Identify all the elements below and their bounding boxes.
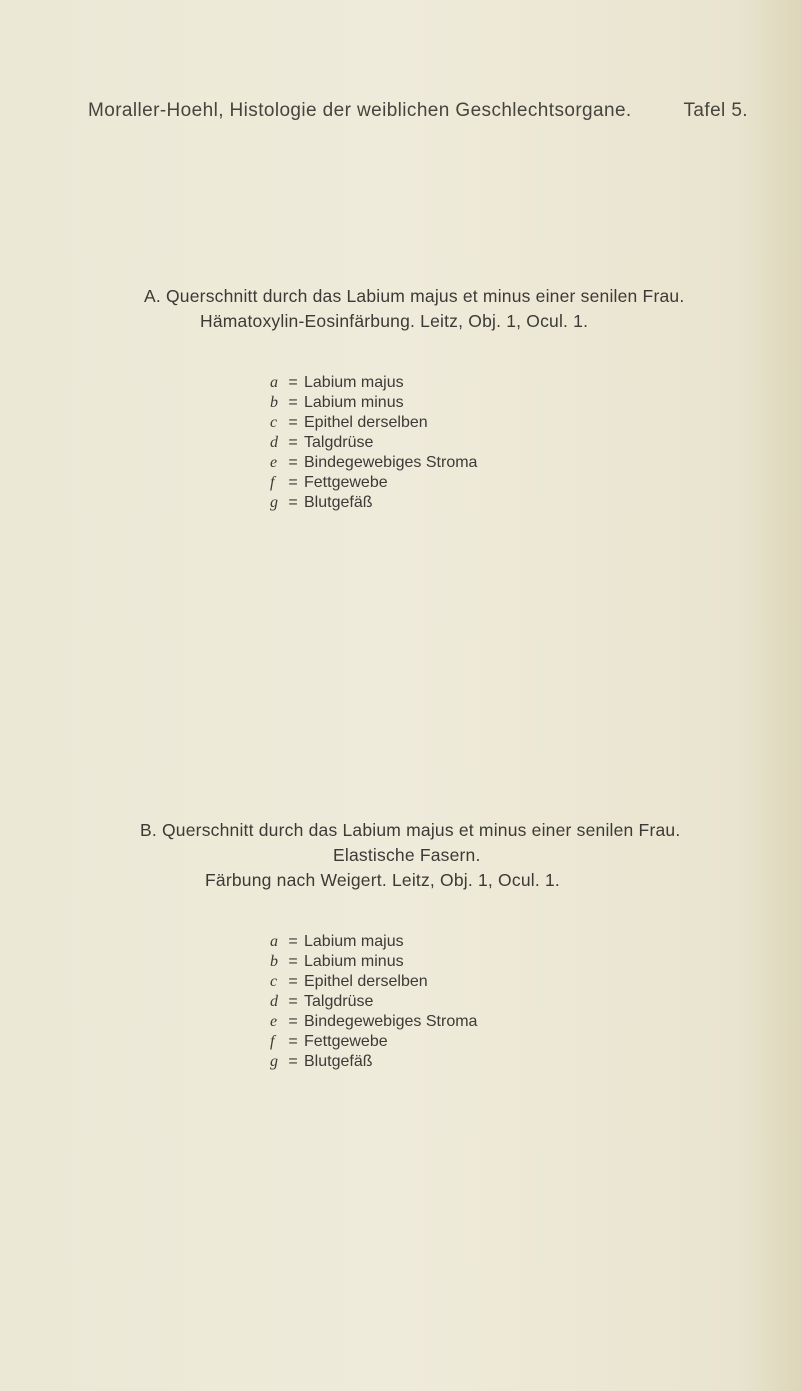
section-b-caption-line1: B. Querschnitt durch das Labium majus et minus einer senilen Frau. — [140, 820, 681, 840]
legend-equals: = — [288, 414, 298, 431]
legend-equals: = — [288, 434, 298, 451]
legend-letter: f — [270, 1033, 275, 1050]
legend-row — [270, 992, 477, 1012]
legend-equals: = — [288, 394, 298, 411]
section-a-caption-line1: A. Querschnitt durch das Labium majus et minus einer senilen Frau. — [144, 286, 685, 306]
legend-equals: = — [288, 1013, 298, 1030]
section-b-caption-line2: Elastische Fasern. — [333, 845, 481, 865]
legend-letter: d — [270, 434, 278, 451]
legend-row — [270, 493, 477, 513]
plate-number: Tafel 5. — [683, 100, 748, 121]
legend-letter: d — [270, 993, 278, 1010]
legend-equals: = — [288, 494, 298, 511]
legend-letter: b — [270, 394, 278, 411]
plate-header — [88, 100, 748, 122]
legend-text: Blutgefäß — [304, 1053, 373, 1070]
legend-equals: = — [288, 993, 298, 1010]
legend-text: Labium majus — [304, 933, 404, 950]
legend-letter: b — [270, 953, 278, 970]
legend-row — [270, 473, 477, 493]
header-title: Moraller-Hoehl, Histologie der weiblichen Geschlechtsorgane. — [88, 100, 632, 121]
legend-text: Bindegewebiges Stroma — [304, 1013, 478, 1030]
legend-row — [270, 373, 477, 393]
legend-row — [270, 1012, 477, 1032]
section-b-caption-line3: Färbung nach Weigert. Leitz, Obj. 1, Ocul. 1. — [205, 870, 560, 890]
legend-row — [270, 453, 477, 473]
legend-text: Fettgewebe — [304, 474, 388, 491]
legend-letter: a — [270, 933, 278, 950]
legend-equals: = — [288, 973, 298, 990]
legend-letter: f — [270, 474, 275, 491]
section-a-caption-line2: Hämatoxylin-Eosinfärbung. Leitz, Obj. 1, Ocul. 1. — [200, 311, 589, 331]
legend-letter: g — [270, 1053, 278, 1070]
legend-text: Epithel derselben — [304, 414, 428, 431]
legend-text: Fettgewebe — [304, 1033, 388, 1050]
legend-equals: = — [288, 374, 298, 391]
legend-letter: c — [270, 414, 278, 431]
legend-letter: e — [270, 454, 278, 471]
legend-text: Labium minus — [304, 394, 404, 411]
legend-row — [270, 952, 477, 972]
legend-letter: a — [270, 374, 278, 391]
legend-text: Bindegewebiges Stroma — [304, 454, 478, 471]
legend-row — [270, 972, 477, 992]
legend-row — [270, 393, 477, 413]
legend-row — [270, 433, 477, 453]
legend-text: Talgdrüse — [304, 993, 374, 1010]
legend-equals: = — [288, 1033, 298, 1050]
legend-row — [270, 413, 477, 433]
legend-text: Labium minus — [304, 953, 404, 970]
legend-row — [270, 1032, 477, 1052]
legend-text: Blutgefäß — [304, 494, 373, 511]
legend-equals: = — [288, 454, 298, 471]
legend-equals: = — [288, 474, 298, 491]
legend-letter: g — [270, 494, 278, 511]
legend-row — [270, 1052, 477, 1072]
legend-equals: = — [288, 933, 298, 950]
legend-equals: = — [288, 953, 298, 970]
legend-text: Epithel derselben — [304, 973, 428, 990]
legend-text: Talgdrüse — [304, 434, 374, 451]
legend-equals: = — [288, 1053, 298, 1070]
legend-text: Labium majus — [304, 374, 404, 391]
section-b-legend — [270, 932, 477, 1072]
legend-row — [270, 932, 477, 952]
legend-letter: c — [270, 973, 278, 990]
legend-letter: e — [270, 1013, 278, 1030]
section-a-legend — [270, 373, 477, 513]
